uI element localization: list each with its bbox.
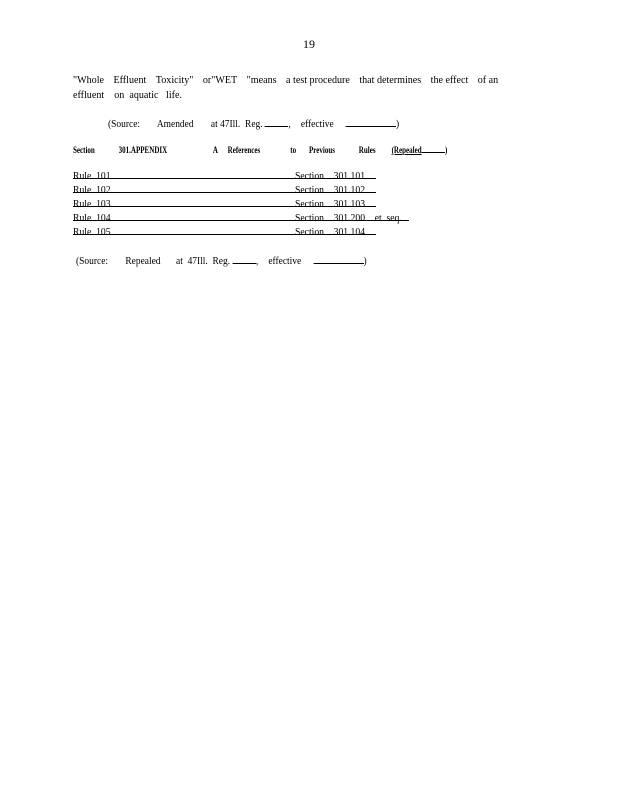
- heading-a: A: [212, 145, 218, 155]
- def-word: Toxicity": [155, 75, 194, 86]
- register-blank: [265, 117, 288, 127]
- effective-label: effective: [268, 256, 302, 267]
- effective-date-blank: [346, 117, 396, 127]
- heading-close-paren: ): [444, 145, 448, 155]
- effective-label: effective: [300, 119, 334, 130]
- new-section-number: Section 301.200 et seq.: [295, 213, 402, 224]
- old-rule-number: Rule 104: [73, 213, 111, 224]
- def-word: "means: [246, 75, 277, 86]
- definition-line-1: [73, 73, 498, 88]
- source-prefix: (Source:: [108, 119, 141, 130]
- source-note-amended: (Source: Amended at 47Ill. Reg. , effective ): [108, 119, 400, 130]
- strikethrough-line: [73, 206, 376, 207]
- register-blank: [232, 254, 255, 264]
- heading-section: Section: [73, 145, 95, 155]
- new-section-number: Section 301.101: [295, 171, 366, 182]
- source-prefix: (Source:: [76, 256, 109, 267]
- heading-previous: Previous: [308, 145, 336, 155]
- whole-effluent-toxicity-definition: [73, 73, 498, 103]
- def-word: or"WET: [202, 75, 238, 86]
- definition-line-2: effluent on aquatic life.: [73, 90, 182, 101]
- heading-repealed-blank: [422, 144, 448, 155]
- table-row: [73, 171, 376, 185]
- strikethrough-line: [73, 220, 409, 221]
- def-word: of an: [477, 75, 499, 86]
- closing-paren: ): [396, 119, 400, 130]
- strikethrough-line: [73, 234, 376, 235]
- source-citation: at 47Ill. Reg.: [176, 256, 231, 267]
- old-rule-number: Rule 101: [73, 171, 111, 182]
- closing-paren: ): [363, 256, 367, 267]
- heading-repealed: (Repealed: [391, 145, 422, 155]
- def-word: "Whole: [73, 75, 104, 86]
- strikethrough-line: [73, 192, 376, 193]
- table-row: [73, 185, 376, 199]
- effective-date-blank: [313, 254, 363, 264]
- heading-references: References: [227, 145, 261, 155]
- def-word: a test procedure: [286, 75, 350, 86]
- def-word: that determines: [359, 75, 422, 86]
- new-section-number: Section 301.104: [295, 227, 366, 238]
- heading-appendix-number: 301.APPENDIX: [118, 145, 168, 155]
- source-action: Repealed: [125, 256, 161, 267]
- heading-to: to: [290, 145, 297, 155]
- heading-rules: Rules: [358, 145, 376, 155]
- source-action: Amended: [156, 119, 194, 130]
- table-row: [73, 213, 409, 227]
- def-word: Effluent: [113, 75, 147, 86]
- strikethrough-line: [73, 178, 376, 179]
- table-row: [73, 227, 376, 241]
- appendix-heading: [73, 144, 447, 155]
- source-note-repealed: (Source: Repealed at 47Ill. Reg. , effective ): [76, 256, 367, 267]
- def-word: the effect: [430, 75, 469, 86]
- old-rule-number: Rule 102: [73, 185, 111, 196]
- new-section-number: Section 301.103: [295, 199, 366, 210]
- new-section-number: Section 301.102: [295, 185, 366, 196]
- page-number: 19: [303, 37, 315, 51]
- table-row: [73, 199, 376, 213]
- old-rule-number: Rule 103: [73, 199, 111, 210]
- source-citation: at 47Ill. Reg.: [210, 119, 263, 130]
- old-rule-number: Rule 105: [73, 227, 111, 238]
